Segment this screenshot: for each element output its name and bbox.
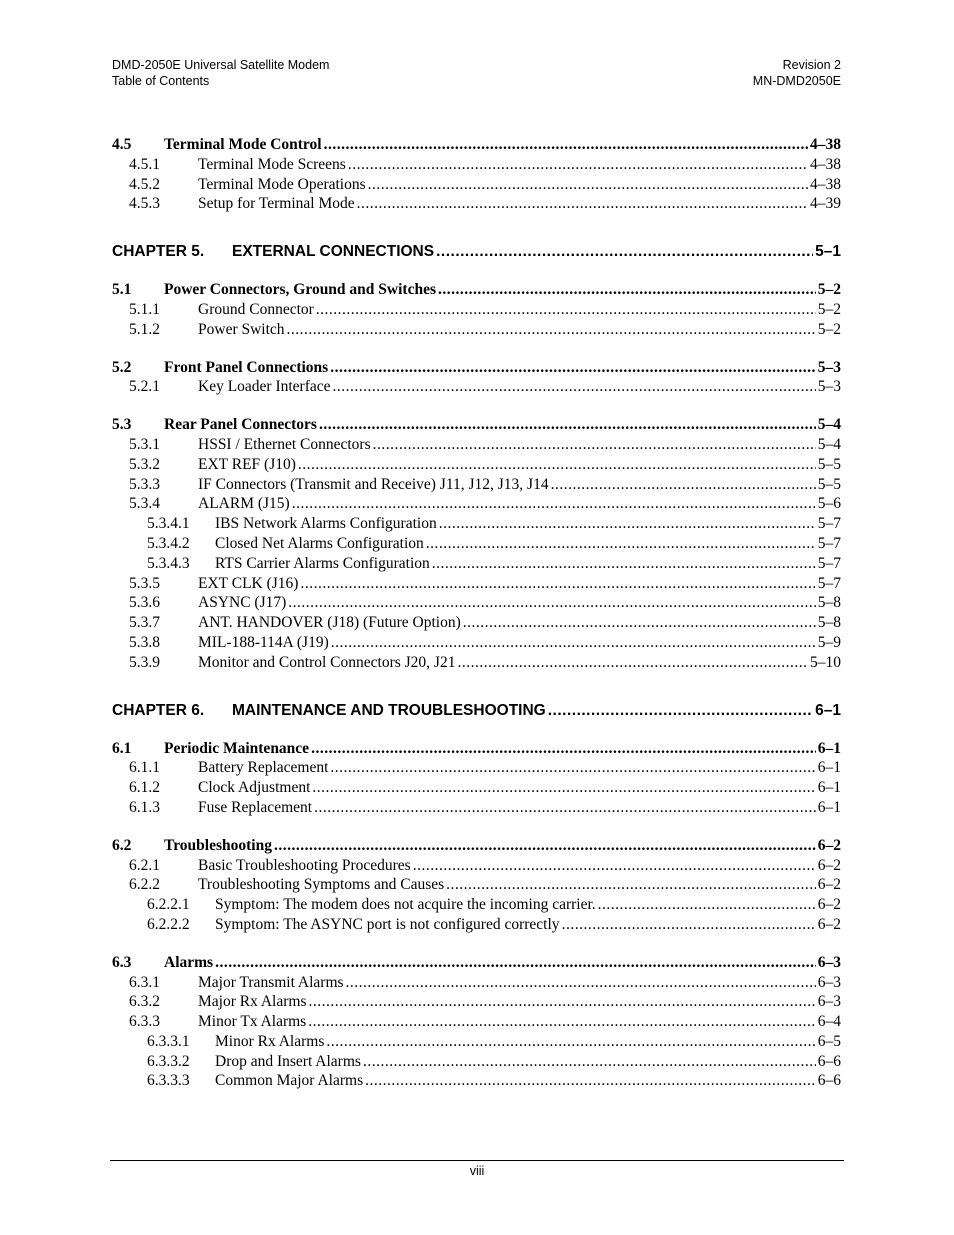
toc-entry-title: IBS Network Alarms Configuration (215, 515, 437, 533)
toc-entry-title: Power Switch (198, 320, 285, 338)
toc-entry-page: 5–3 (817, 378, 841, 396)
dot-leader (551, 475, 816, 495)
toc-entry-title: Rear Panel Connectors (164, 416, 317, 434)
toc-entry-title: MIL-188-114A (J19) (198, 633, 329, 651)
dot-leader (436, 242, 813, 262)
dot-leader (330, 358, 816, 378)
toc-entry-number: 5.3.2 (129, 455, 160, 473)
toc-entry[interactable] (112, 1052, 841, 1072)
toc-entry-title: Minor Rx Alarms (215, 1032, 325, 1050)
toc-entry[interactable] (112, 155, 841, 175)
dot-leader (446, 875, 816, 895)
toc-entry-number: CHAPTER 6. (112, 701, 205, 719)
toc-entry[interactable] (112, 280, 841, 300)
toc-entry-page: 5–9 (817, 633, 841, 651)
toc-chapter-entry[interactable] (112, 701, 841, 721)
toc-entry-number: 5.3.4 (129, 495, 160, 513)
toc-entry[interactable] (112, 475, 841, 495)
toc-entry-page: 4–38 (810, 155, 841, 173)
toc-entry-title: Power Connectors, Ground and Switches (164, 281, 436, 299)
toc-entry[interactable] (112, 455, 841, 475)
toc-entry-number: 6.1.1 (129, 759, 160, 777)
toc-entry[interactable] (112, 554, 841, 574)
toc-entry-title: Setup for Terminal Mode (198, 195, 355, 213)
toc-entry-number: 5.1.1 (129, 300, 160, 318)
toc-entry-page: 6–1 (817, 779, 841, 797)
toc-entry-number: 4.5.3 (129, 195, 160, 213)
document-title: DMD-2050E Universal Satellite Modem (112, 58, 330, 72)
toc-entry[interactable] (112, 613, 841, 633)
toc-entry-title: Battery Replacement (198, 759, 329, 777)
toc-entry[interactable] (112, 300, 841, 320)
toc-entry-number: 6.3.3.1 (147, 1032, 190, 1050)
toc-entry-page: 4–39 (810, 195, 841, 213)
toc-entry-page: 5–7 (817, 554, 841, 572)
dot-leader (439, 514, 816, 534)
toc-entry-number: 5.2 (112, 358, 132, 376)
toc-entry-page: 5–4 (817, 416, 841, 434)
toc-entry[interactable] (112, 953, 841, 973)
toc-entry-number: 5.3.7 (129, 614, 160, 632)
toc-entry-page: 5–6 (817, 495, 841, 513)
dot-leader (316, 300, 816, 320)
toc-entry-number: 6.3.1 (129, 973, 160, 991)
dot-leader (292, 494, 816, 514)
toc-entry[interactable] (112, 836, 841, 856)
dot-leader (346, 973, 816, 993)
toc-entry[interactable] (112, 415, 841, 435)
toc-entry-title: Major Transmit Alarms (198, 973, 344, 991)
toc-entry-page: 4–38 (810, 136, 841, 153)
dot-leader (365, 1071, 816, 1091)
toc-spacer (112, 262, 841, 280)
toc-entry[interactable] (112, 593, 841, 613)
dot-leader (287, 320, 816, 340)
toc-entry-title: EXTERNAL CONNECTIONS (232, 243, 435, 261)
dot-leader (357, 194, 808, 214)
toc-entry-number: 6.1 (112, 739, 132, 757)
toc-entry-number: 4.5.1 (129, 155, 160, 173)
toc-entry-number: 6.2.1 (129, 856, 160, 874)
toc-entry-number: 5.3.4.1 (147, 515, 190, 533)
toc-entry-title: Closed Net Alarms Configuration (215, 534, 424, 552)
toc-entry[interactable] (112, 973, 841, 993)
dot-leader (548, 701, 813, 721)
toc-entry-page: 6–2 (817, 836, 841, 854)
document-number: MN-DMD2050E (752, 74, 841, 88)
table-of-contents (112, 135, 841, 1091)
toc-entry-page: 6–1 (815, 701, 841, 719)
toc-entry-number: 5.3.4.2 (147, 534, 190, 552)
toc-entry-page: 6–1 (817, 759, 841, 777)
toc-entry[interactable] (112, 494, 841, 514)
toc-entry-number: 6.2.2.2 (147, 915, 190, 933)
dot-leader (598, 895, 816, 915)
toc-entry-page: 6–3 (817, 993, 841, 1011)
dot-leader (426, 534, 816, 554)
toc-entry[interactable] (112, 435, 841, 455)
toc-entry-number: 4.5.2 (129, 175, 160, 193)
toc-entry[interactable] (112, 653, 841, 673)
toc-entry-title: HSSI / Ethernet Connectors (198, 435, 371, 453)
toc-entry-page: 5–7 (817, 534, 841, 552)
dot-leader (363, 1052, 816, 1072)
toc-entry-page: 6–4 (817, 1013, 841, 1031)
toc-entry-page: 6–1 (817, 798, 841, 816)
toc-entry[interactable] (112, 574, 841, 594)
toc-entry[interactable] (112, 377, 841, 397)
toc-entry-number: 6.3 (112, 953, 132, 971)
toc-entry[interactable] (112, 856, 841, 876)
toc-entry-title: ANT. HANDOVER (J18) (Future Option) (198, 614, 461, 632)
dot-leader (438, 280, 816, 300)
toc-entry-title: Ground Connector (198, 300, 314, 318)
toc-entry-page: 6–2 (817, 876, 841, 894)
toc-spacer (112, 340, 841, 358)
toc-entry[interactable] (112, 514, 841, 534)
toc-entry-page: 6–2 (817, 856, 841, 874)
toc-entry-title: Monitor and Control Connectors J20, J21 (198, 653, 456, 671)
dot-leader (463, 613, 816, 633)
toc-entry[interactable] (112, 1071, 841, 1091)
toc-entry-page: 5–8 (817, 614, 841, 632)
toc-entry-title: Common Major Alarms (215, 1072, 364, 1090)
dot-leader (457, 653, 808, 673)
toc-entry-number: 6.3.3 (129, 1013, 160, 1031)
toc-entry-title: EXT CLK (J16) (198, 574, 299, 592)
toc-spacer (112, 935, 841, 953)
toc-entry[interactable] (112, 992, 841, 1012)
toc-entry[interactable] (112, 798, 841, 818)
toc-chapter-entry[interactable] (112, 242, 841, 262)
toc-entry-page: 6–6 (817, 1052, 841, 1070)
toc-entry[interactable] (112, 358, 841, 378)
toc-entry[interactable] (112, 320, 841, 340)
toc-spacer (112, 214, 841, 242)
toc-entry-page: 5–3 (817, 358, 841, 376)
toc-entry-number: 5.3.1 (129, 435, 160, 453)
toc-entry-page: 5–2 (817, 300, 841, 318)
toc-entry-number: 6.3.3.2 (147, 1052, 190, 1070)
dot-leader (333, 377, 816, 397)
toc-entry-title: Periodic Maintenance (164, 739, 310, 757)
toc-entry-page: 6–2 (817, 915, 841, 933)
toc-entry-number: 6.2.2.1 (147, 896, 190, 914)
toc-entry-page: 5–7 (817, 515, 841, 533)
toc-entry-page: 5–5 (817, 455, 841, 473)
toc-entry[interactable] (112, 875, 841, 895)
toc-entry-number: CHAPTER 5. (112, 243, 205, 261)
page-number: viii (469, 1164, 485, 1178)
toc-entry-page: 5–5 (817, 475, 841, 493)
toc-entry-number: 5.3.5 (129, 574, 160, 592)
toc-entry-number: 5.1 (112, 281, 132, 299)
toc-entry-page: 5–4 (817, 435, 841, 453)
toc-entry[interactable] (112, 1012, 841, 1032)
dot-leader (368, 175, 808, 195)
dot-leader (373, 435, 816, 455)
toc-entry-title: Drop and Insert Alarms (215, 1052, 361, 1070)
dot-leader (413, 856, 816, 876)
toc-entry[interactable] (112, 1032, 841, 1052)
dot-leader (309, 992, 816, 1012)
toc-entry-title: Terminal Mode Control (164, 136, 322, 153)
toc-entry-number: 5.3.8 (129, 633, 160, 651)
footer-divider (110, 1160, 844, 1161)
toc-entry-title: Major Rx Alarms (198, 993, 307, 1011)
toc-spacer (112, 721, 841, 739)
toc-entry-title: RTS Carrier Alarms Configuration (215, 554, 430, 572)
section-name: Table of Contents (112, 74, 210, 88)
toc-entry[interactable] (112, 633, 841, 653)
toc-spacer (112, 397, 841, 415)
toc-entry-page: 5–10 (810, 653, 841, 671)
toc-entry-title: Troubleshooting (164, 836, 272, 854)
dot-leader (330, 758, 815, 778)
toc-entry-title: ALARM (J15) (198, 495, 290, 513)
dot-leader (319, 415, 816, 435)
toc-entry-page: 5–1 (815, 243, 841, 261)
toc-entry[interactable] (112, 175, 841, 195)
toc-entry-title: Front Panel Connections (164, 358, 329, 376)
toc-entry-number: 6.1.2 (129, 779, 160, 797)
toc-entry-title: Symptom: The modem does not acquire the incoming carrier. (215, 896, 596, 914)
toc-entry-page: 4–38 (810, 175, 841, 193)
toc-entry-title: Key Loader Interface (198, 378, 331, 396)
toc-entry-number: 5.3.6 (129, 594, 160, 612)
toc-entry[interactable] (112, 915, 841, 935)
toc-entry-number: 5.3.3 (129, 475, 160, 493)
toc-spacer (112, 673, 841, 701)
revision-label: Revision 2 (782, 58, 841, 72)
toc-entry-title: Clock Adjustment (198, 779, 311, 797)
toc-entry-page: 5–8 (817, 594, 841, 612)
toc-entry-number: 5.3 (112, 416, 132, 434)
toc-entry-number: 6.1.3 (129, 798, 160, 816)
dot-leader (314, 798, 816, 818)
toc-entry-number: 6.3.2 (129, 993, 160, 1011)
toc-entry-title: EXT REF (J10) (198, 455, 296, 473)
dot-leader (331, 633, 816, 653)
toc-entry[interactable] (112, 194, 841, 214)
toc-entry-page: 6–2 (817, 896, 841, 914)
toc-entry-number: 5.2.1 (129, 378, 160, 396)
toc-entry-title: Terminal Mode Screens (198, 155, 346, 173)
page-header-right (753, 57, 841, 89)
toc-entry-title: Alarms (164, 953, 214, 971)
toc-entry-page: 6–6 (817, 1072, 841, 1090)
toc-entry-number: 6.3.3.3 (147, 1072, 190, 1090)
dot-leader (324, 135, 808, 155)
toc-entry[interactable] (112, 135, 841, 155)
dot-leader (215, 953, 816, 973)
toc-entry-number: 6.2 (112, 836, 132, 854)
toc-entry-page: 5–7 (817, 574, 841, 592)
toc-entry-title: Minor Tx Alarms (198, 1013, 307, 1031)
toc-entry-title: Basic Troubleshooting Procedures (198, 856, 411, 874)
toc-entry-page: 6–3 (817, 973, 841, 991)
toc-spacer (112, 818, 841, 836)
toc-entry[interactable] (112, 778, 841, 798)
toc-entry-title: ASYNC (J17) (198, 594, 287, 612)
page-header-left (112, 57, 329, 89)
toc-entry-page: 5–2 (817, 281, 841, 299)
toc-entry-page: 6–5 (817, 1032, 841, 1050)
dot-leader (298, 455, 816, 475)
toc-entry-title: IF Connectors (Transmit and Receive) J11, J12, J13, J14 (198, 475, 549, 493)
toc-entry-number: 5.3.9 (129, 653, 160, 671)
toc-entry-title: Fuse Replacement (198, 798, 313, 816)
dot-leader (326, 1032, 815, 1052)
toc-entry-number: 5.1.2 (129, 320, 160, 338)
dot-leader (308, 1012, 816, 1032)
dot-leader (348, 155, 808, 175)
toc-entry[interactable] (112, 758, 841, 778)
toc-entry-title: MAINTENANCE AND TROUBLESHOOTING (232, 701, 546, 719)
toc-entry[interactable] (112, 739, 841, 759)
dot-leader (311, 739, 816, 759)
toc-entry[interactable] (112, 534, 841, 554)
toc-entry-page: 5–2 (817, 320, 841, 338)
dot-leader (288, 593, 815, 613)
toc-entry-number: 4.5 (112, 136, 132, 153)
dot-leader (312, 778, 815, 798)
toc-entry-title: Troubleshooting Symptoms and Causes (198, 876, 445, 894)
toc-entry-title: Terminal Mode Operations (198, 175, 366, 193)
dot-leader (562, 915, 816, 935)
toc-entry-page: 6–1 (817, 739, 841, 757)
toc-entry-title: Symptom: The ASYNC port is not configured correctly (215, 915, 560, 933)
dot-leader (274, 836, 816, 856)
dot-leader (432, 554, 816, 574)
toc-entry[interactable] (112, 895, 841, 915)
toc-entry-number: 6.2.2 (129, 876, 160, 894)
dot-leader (300, 574, 815, 594)
toc-entry-number: 5.3.4.3 (147, 554, 190, 572)
toc-entry-page: 6–3 (817, 953, 841, 971)
